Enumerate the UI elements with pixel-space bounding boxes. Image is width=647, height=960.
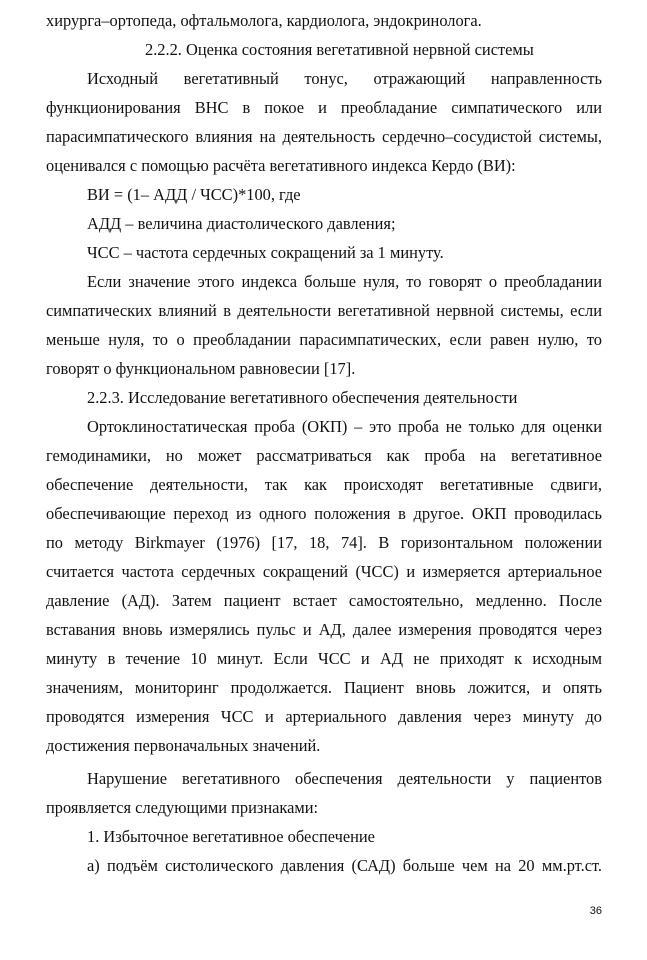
text-line: значениям, мониторинг продолжается. Пациент вновь ложится, и опять [46,678,602,697]
list-item-heading: 1. Избыточное вегетативное обеспечение [87,827,375,846]
text-line: парасимпатического влияния на деятельность сердечно–сосудистой системы, [46,127,602,146]
text-line: хирурга–ортопеда, офтальмолога, кардиолога, эндокринолога. [46,11,482,30]
text-line: гемодинамики, но может рассматриваться как проба на вегетативное [46,446,602,465]
text-line: считается частота сердечных сокращений (ЧСС) и измеряется артериальное [46,562,602,581]
text-line: говорят о функциональном равновесии [17]. [46,359,356,378]
section-heading-2-2-3: 2.2.3. Исследование вегетативного обеспечения деятельности [87,388,518,407]
definition-line: АДД – величина диастолического давления; [87,214,396,233]
text-line: достижения первоначальных значений. [46,736,321,755]
page-number: 36 [589,905,602,917]
paragraph-first-line: Нарушение вегетативного обеспечения деятельности у пациентов [87,769,602,788]
document-page [46,0,602,960]
text-line: обеспечение деятельности, так как происходят вегетативные сдвиги, [46,475,602,494]
text-line: вставания вновь измерялись пульс и АД, далее измерения проводятся через [46,620,602,639]
text-line: оценивался с помощью расчёта вегетативного индекса Кердо (ВИ): [46,156,516,175]
text-line: по методу Birkmayer (1976) [17, 18, 74]. В горизонтальном положении [46,533,602,552]
text-line: меньше нуля, то о преобладании парасимпатических, если равен нулю, то [46,330,602,349]
text-line: симпатических влияний в деятельности вегетативной нервной системы, если [46,301,602,320]
paragraph-first-line: Если значение этого индекса больше нуля, то говорят о преобладании [87,272,602,291]
definition-line: ЧСС – частота сердечных сокращений за 1 минуту. [87,243,444,262]
list-subitem: а) подъём систолического давления (САД) больше чем на 20 мм.рт.ст. [87,856,602,875]
section-heading-2-2-2: 2.2.2. Оценка состояния вегетативной нервной системы [145,40,534,59]
text-line: минуту в течение 10 минут. Если ЧСС и АД не приходят к исходным [46,649,602,668]
text-line: функционирования ВНС в покое и преобладание симпатического или [46,98,602,117]
formula-line: ВИ = (1– АДД / ЧСС)*100, где [87,185,301,204]
text-line: обеспечивающие переход из одного положения в другое. ОКП проводилась [46,504,602,523]
text-line: проявляется следующими признаками: [46,798,319,817]
paragraph-first-line: Исходный вегетативный тонус, отражающий направленность [87,69,602,88]
text-line: давление (АД). Затем пациент встает самостоятельно, медленно. После [46,591,602,610]
text-line: проводятся измерения ЧСС и артериального давления через минуту до [46,707,602,726]
paragraph-first-line: Ортоклиностатическая проба (ОКП) – это проба не только для оценки [87,417,602,436]
